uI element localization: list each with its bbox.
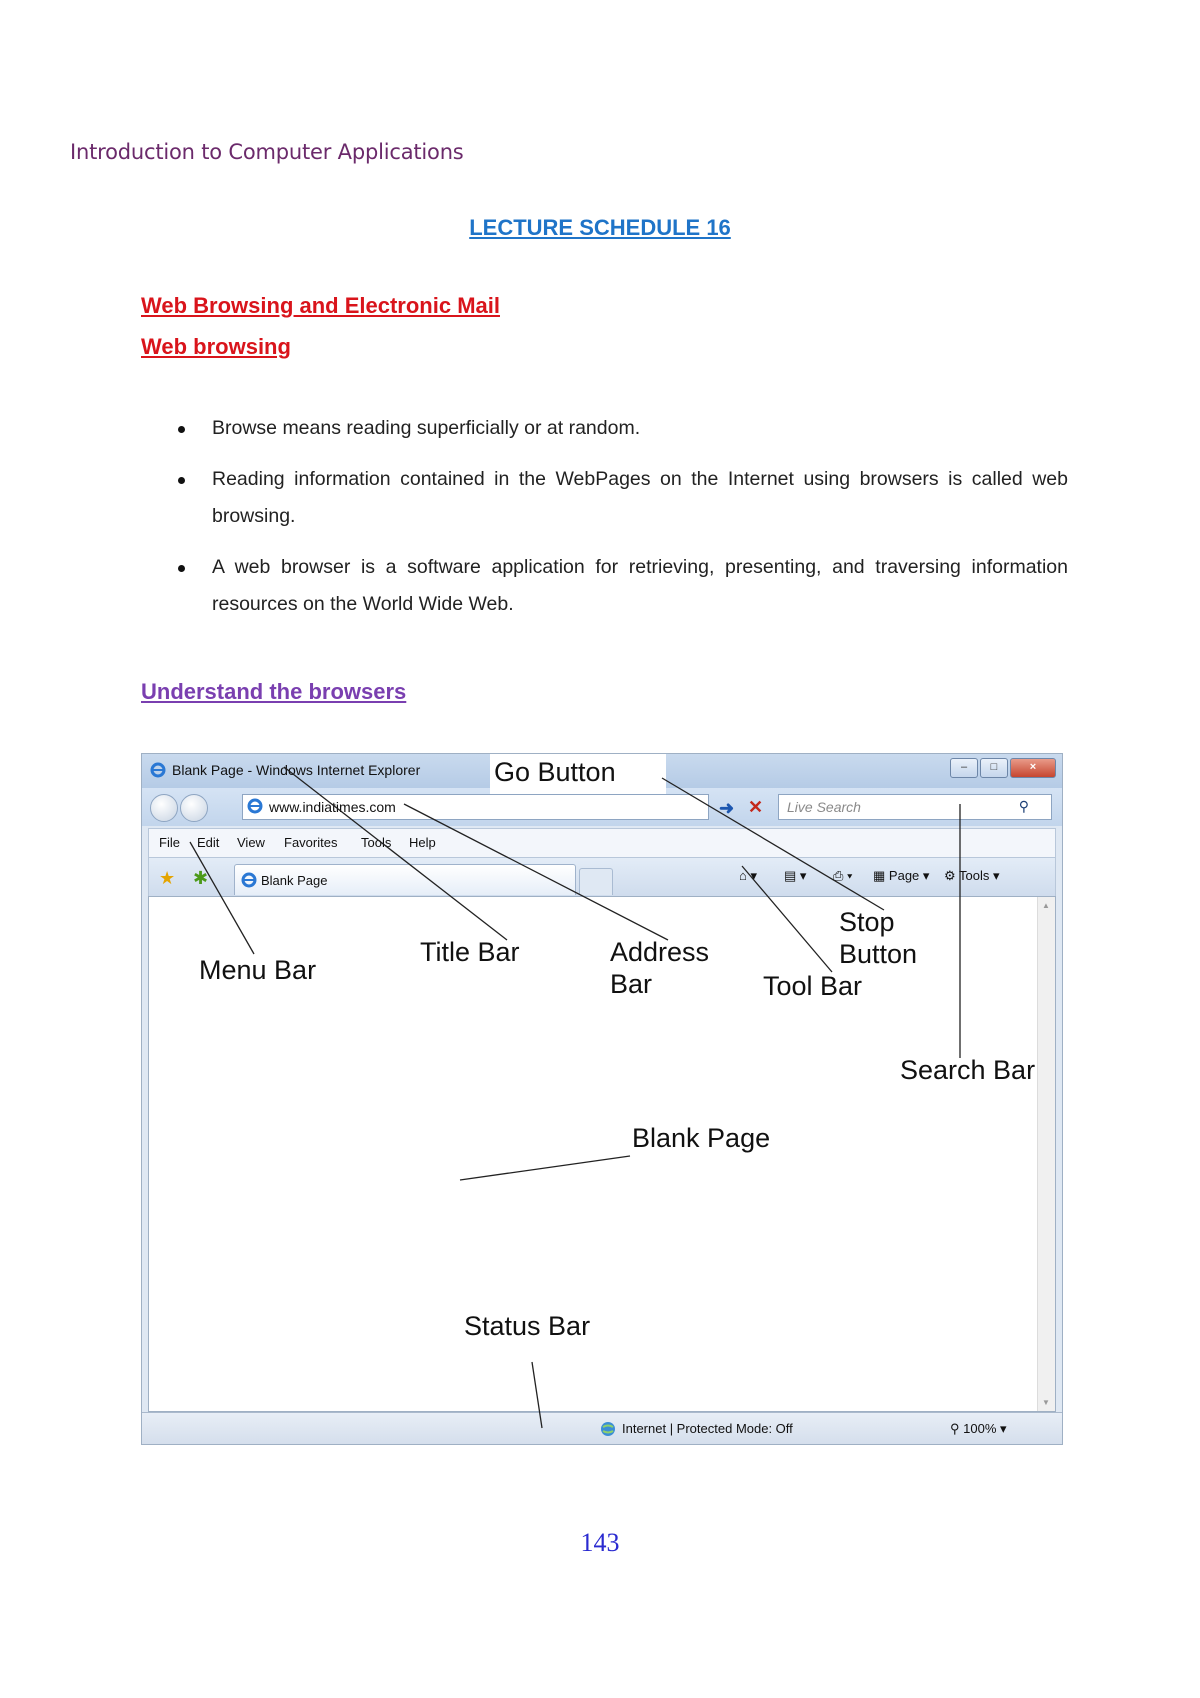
feeds-icon[interactable]: ▤ ▾ — [784, 868, 807, 883]
callout-address-bar-line2: Bar — [610, 969, 653, 999]
tools-gear-icon: ⚙ — [944, 868, 956, 883]
page-label: Page — [888, 868, 920, 883]
stop-icon[interactable]: ✕ — [748, 797, 764, 817]
bullet-dot — [178, 426, 185, 433]
leader-address-bar — [404, 804, 668, 940]
menu-help[interactable]: Help — [409, 835, 436, 850]
minimize-icon[interactable]: – — [950, 758, 978, 778]
go-icon[interactable]: ➜ — [719, 798, 735, 818]
subsection-title: Web browsing — [141, 334, 291, 359]
callout-stop-button-line1: Stop — [839, 907, 895, 937]
bullet-item — [168, 549, 1068, 623]
search-placeholder: Live Search — [787, 799, 861, 815]
bullet-dot — [178, 477, 185, 484]
favorites-star-icon[interactable]: ★ — [159, 868, 176, 888]
bullet-text: Reading information contained in the WebPages on the Internet using browsers is called web browsing. — [212, 468, 1068, 527]
zoom-level: 100% — [963, 1421, 997, 1436]
zoom-control[interactable]: ⚲ 100% ▾ — [950, 1421, 1007, 1436]
tools-label: Tools — [959, 868, 990, 883]
bullet-item — [168, 461, 1068, 535]
lecture-schedule-title: LECTURE SCHEDULE 16 — [469, 215, 731, 240]
callout-title-bar: Title Bar — [420, 937, 520, 967]
menu-edit[interactable]: Edit — [197, 835, 220, 850]
zoom-icon: ⚲ — [950, 1421, 960, 1436]
address-text: www.indiatimes.com — [269, 799, 396, 815]
menu-view[interactable]: View — [237, 835, 265, 850]
bullet-item — [168, 410, 1068, 447]
page-icon: ▦ — [873, 868, 886, 883]
bullet-list — [168, 410, 1068, 637]
tools-menu[interactable]: ⚙ Tools ▾ — [944, 868, 1000, 883]
callout-leader-lines — [142, 754, 1062, 1444]
leader-menu-bar — [190, 842, 254, 954]
callout-blank-page: Blank Page — [632, 1123, 771, 1153]
add-favorites-icon[interactable]: ✱ — [193, 868, 209, 888]
search-icon[interactable]: ⚲ — [1018, 798, 1029, 814]
callout-menu-bar: Menu Bar — [199, 955, 317, 985]
leader-blank-page — [460, 1156, 630, 1180]
leader-status-bar — [532, 1362, 542, 1428]
close-icon[interactable]: × — [1010, 758, 1056, 778]
browser-figure — [141, 753, 1063, 1445]
callout-stop-button-line2: Button — [839, 939, 918, 969]
understand-browsers-heading: Understand the browsers — [141, 679, 407, 704]
callout-tool-bar: Tool Bar — [763, 971, 863, 1001]
leader-tool-bar — [742, 866, 832, 972]
running-header: Introduction to Computer Applications — [70, 140, 464, 164]
page-menu[interactable]: ▦ Page ▾ — [873, 868, 930, 883]
bullet-dot — [178, 565, 185, 572]
maximize-icon[interactable]: □ — [980, 758, 1008, 778]
leader-go-stop — [662, 778, 884, 910]
menu-file[interactable]: File — [159, 835, 180, 850]
callout-go-button: Go Button — [494, 757, 616, 787]
print-icon[interactable]: ⎙ ▾ — [833, 868, 853, 883]
section-title: Web Browsing and Electronic Mail — [141, 293, 500, 318]
menu-tools[interactable]: Tools — [361, 835, 392, 850]
bullet-text: Browse means reading superficially or at random. — [212, 417, 641, 439]
bullet-text: A web browser is a software application for retrieving, presenting, and traversing information resources on the World Wide Web. — [212, 556, 1068, 615]
tab-label: Blank Page — [261, 873, 328, 888]
scroll-down-icon[interactable]: ▼ — [1042, 1398, 1050, 1407]
scroll-up-icon[interactable]: ▲ — [1042, 901, 1050, 910]
callout-status-bar: Status Bar — [464, 1311, 591, 1341]
callout-address-bar-line1: Address — [610, 937, 710, 967]
window-title: Blank Page - Windows Internet Explorer — [172, 762, 421, 778]
menu-favorites[interactable]: Favorites — [284, 835, 338, 850]
page-number: 143 — [580, 1528, 620, 1557]
home-icon[interactable]: ⌂ ▾ — [739, 868, 757, 883]
leader-title-bar — [284, 767, 507, 940]
callout-search-bar: Search Bar — [900, 1055, 1036, 1085]
status-zone-text: Internet | Protected Mode: Off — [622, 1421, 793, 1436]
